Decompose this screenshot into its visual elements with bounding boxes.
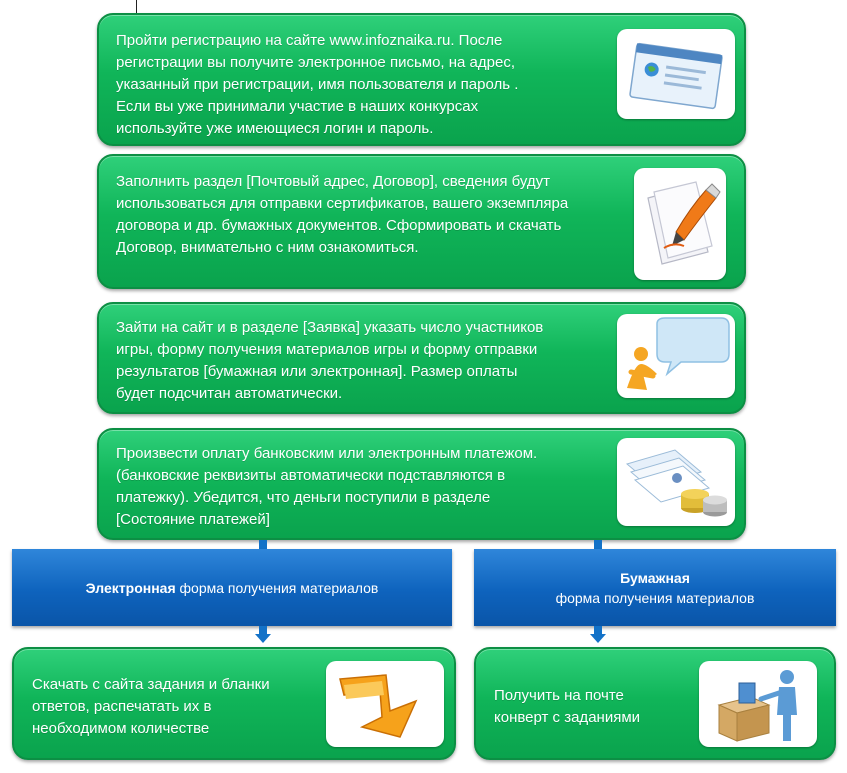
connector-right-top [594, 540, 602, 549]
step-registration [97, 13, 746, 146]
paper-result-box [474, 647, 836, 760]
electronic-form-box [12, 549, 452, 626]
person-parcel-icon [699, 661, 817, 747]
documents-coins-icon [617, 438, 735, 526]
step-3-text: Зайти на сайт и в разделе [Заявка] указать число участников игры, форму получения материалов игры и форму отправки результатов [бумажная или электронная]. Размер оплаты будет подсчитан автоматически. [116, 319, 544, 402]
step-1-text: Пройти регистрацию на сайте www.infoznaika.ru. После регистрации вы получите электронное письмо, на адрес, указанный при регистрации, имя пользователя и пароль . Если вы уже принимали участие в наших конкурсах используйте уже имеющиеся логин и пароль. [116, 32, 519, 137]
electronic-result-text: Скачать с сайта задания и бланки ответов, распечатать их в необходимом количестве [32, 676, 270, 737]
step-payment [97, 428, 746, 540]
document-pen-icon [634, 168, 726, 280]
step-contract [97, 154, 746, 289]
step-application [97, 302, 746, 414]
arrow-down-left [255, 634, 271, 643]
person-speech-bubble-icon [617, 314, 735, 398]
step-2-text: Заполнить раздел [Почтовый адрес, Договор], сведения будут использоваться для отправки сертификатов, вашего экземпляра договора и др. бумажных документов. Сформировать и скачать Договор, внимательно с ним ознакомиться. [116, 173, 569, 256]
orange-arrow-icon [326, 661, 444, 747]
connector-left-top [259, 540, 267, 549]
paper-form-box [474, 549, 836, 626]
electronic-form-label: Электронная форма получения материалов [85, 580, 379, 596]
arrow-down-right [590, 634, 606, 643]
browser-window-icon [617, 29, 735, 119]
step-4-text: Произвести оплату банковским или электронным платежом. (банковские реквизиты автоматически подставляются в платежку). Убедится, что деньги поступили в разделе [Состояние платежей] [116, 445, 538, 528]
paper-form-label: Бумажная форма получения материалов [555, 570, 755, 606]
electronic-result-box [12, 647, 456, 760]
paper-result-text: Получить на почте конверт с заданиями [494, 687, 641, 726]
